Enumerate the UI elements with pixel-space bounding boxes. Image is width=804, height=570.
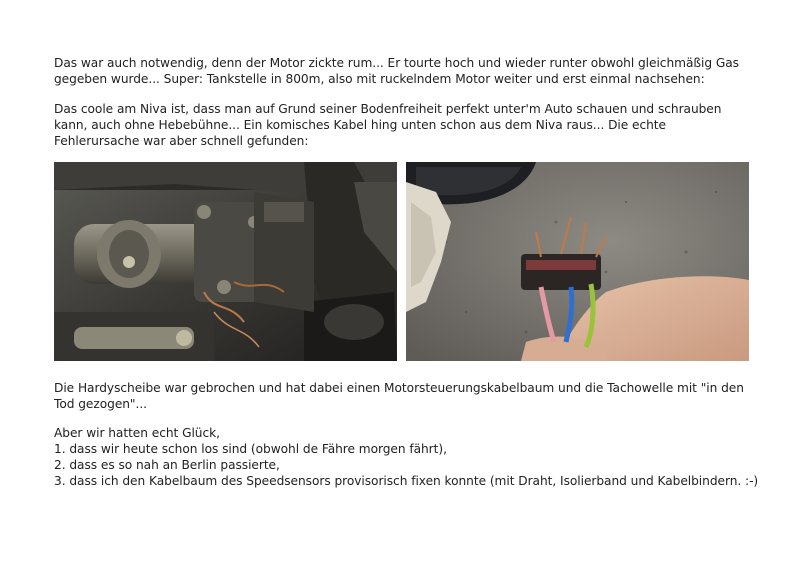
photo-row [54,162,749,361]
list-item: 3. dass ich den Kabelbaum des Speedsensors provisorisch fixen konnte (mit Draht, Isolierband und Kabelbindern. :-) [54,474,759,488]
paragraph-niva-ground-clearance: Das coole am Niva ist, dass man auf Grund seiner Bodenfreiheit perfekt unter'm Auto schauen und schrauben kann, auch ohne Hebebühne... Ein komisches Kabel hing unten schon aus dem Niva raus... Die echte Fehlerursache war aber schnell gefunden: [54,102,722,148]
list-item: 1. dass wir heute schon los sind (obwohl de Fähre morgen fährt), [54,442,447,456]
list-item: 2. dass es so nah an Berlin passierte, [54,458,280,472]
paragraph-luck-list [54,425,774,489]
photo-broken-flex-disc [54,162,397,361]
paragraph-hardy-disc-broken: Die Hardyscheibe war gebrochen und hat dabei einen Motorsteuerungskabelbaum und die Tachowelle mit "in den Tod gezogen"... [54,381,744,411]
paragraph-engine-trouble: Das war auch notwendig, denn der Motor zickte rum... Er tourte hoch und wieder runter obwohl gleichmäßig Gas gegeben wurde... Super: Tankstelle in 800m, also mit ruckelndem Motor weiter und erst einmal nachsehen: [54,56,739,86]
luck-list-intro: Aber wir hatten echt Glück, [54,426,220,440]
photo-damaged-cable-harness [406,162,749,361]
